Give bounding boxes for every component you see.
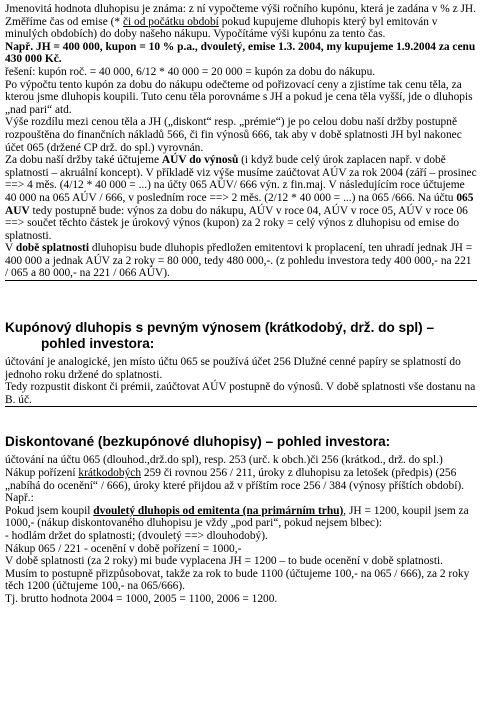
- section-heading-discount-bond: Diskontované (bezkupónové dluhopisy) – pohled investora:: [5, 434, 391, 450]
- discount-example-paragraph: [5, 505, 477, 530]
- auv-bold-account: 065 AUV: [5, 191, 474, 217]
- auv-bold-term: AÚV do výnosů: [161, 154, 239, 167]
- example-statement: Např. JH = 400 000, kupon = 10 % p.a., dvouletý, emise 1.3. 2004, my kupujeme 1.9.2004 za cenu 430 000 Kč.: [5, 40, 476, 66]
- auv-text-c: (i když bude celý úrok zaplacen např. v době splatnosti – akruální koncept). V příkladě viz výše musíme zaúčtovat AÚV za rok 2004 (září – prosinec ==> 4 měs. (4/12 * 40 000 = ...) na účty 065 AÚV/ 666 výn. z fin.maj. V následujícím roce účtujeme 40 000 na 065 AÚV / 666, v posledním roce ==> 2 měs. (2/12 * 40 000 = ...) na 065 /666. Na účtu: [5, 154, 477, 204]
- intro-text: Jmenovitá hodnota dluhopisu je známa: z ní vypočteme výši ročního kupónu, která je zadána v % z JH. Změříme čas od emise (*: [5, 3, 477, 28]
- discount-purchase-paragraph: [5, 467, 477, 492]
- document-page: [5, 3, 477, 606]
- example-label: Např.:: [5, 492, 34, 505]
- maturity-text-c: dluhopisu bude dluhopis předložen emitentovi k proplacení, ten uhradí jednak JH = 400 000 a jednak AÚV za 2 roky = 80 000, tedy 480 000,-. (z pohledu investora tedy 400 000,- na 221 / 065 a 80 000,- na 221 / 066 AÚV).: [5, 242, 473, 280]
- maturity-paragraph: [5, 242, 477, 281]
- maturity-text-a: V: [5, 242, 16, 255]
- hold-to-maturity-line: - hodlám držet do splatnosti; (dvouletý ==> dlouhodobý).: [5, 530, 268, 542]
- example-text-a: Pokud jsem koupil: [5, 504, 94, 517]
- example-text-c: , JH = 1200, koupil jsem za 1000,- (nákup diskontovaného dluhopisu je vždy „pod pari“, pokud nejsem blbec):: [5, 504, 469, 530]
- purchase-entry-line: Nákup 065 / 221 - ocenění v době pořízení = 1000,-: [5, 542, 242, 555]
- coupon-accounting-paragraph: účtování je analogické, jen místo účtu 065 se používá účet 256 Dlužné cenné papíry se splatností do jednoho roku držené do splatnosti.: [5, 356, 461, 381]
- coupon-heading-line1: Kupónový dluhopis s pevným výnosem (krátkodobý, drž. do spl) –: [5, 320, 435, 336]
- section-heading-coupon-bond: [5, 320, 477, 352]
- body-price-paragraph: Po výpočtu tento kupón za dobu do nákupu odečteme od pořizovací ceny a zjistíme tak cenu těla, za kterou jsme dluhopis koupili. Tuto cenu těla porovnáme s JH a pokud je cena těla vyšší, jde o dluhopis „nad pari“ atd.: [5, 78, 473, 116]
- coupon-summary-paragraph: Tedy rozpustit diskont či prémii, zaúčtovat AÚV postupně do výnosů. V době splatnosti vše dostanu na B. úč.: [5, 381, 476, 406]
- maturity-valuation-paragraph: V době splatnosti (za 2 roky) mi bude vyplacena JH = 1200 – to bude ocenění v době splatnosti. Musím to postupně přizpůsobovat, takže za rok to bude 1100 (účtujeme 100,- na 065 / 666), za 2 roky těch 1200 (účtujeme 100,- na 065/666).: [5, 555, 470, 593]
- intro-underlined-link: či od počátku období: [122, 15, 219, 28]
- purchase-text-c: 259 či rovnou 256 / 211, úroky z dluhopisu za letošek (předpis) (256 „nabíhá do ocenění“ / 666), úroky které přijdou až v příštím roce 256 / 384 (výnosy příštích období).: [5, 467, 464, 492]
- auv-text-a: Za dobu naší držby také účtujeme: [5, 154, 162, 167]
- intro-paragraph: [5, 3, 477, 41]
- discount-premium-paragraph: Výše rozdílu mezi cenou těla a JH („diskont“ resp. „prémie“) je po celou dobu naší držby postupně rozpouštěna do finančních nákladů 566, či fin výnosů 666, tak aby v době splatnosti JH byl nakonec účet 065 (držené CP drž. do spl.) vyrovnán.: [5, 116, 462, 154]
- discount-accounts-paragraph: účtování na účtu 065 (dlouhod.,drž.do spl), resp. 253 (urč. k obch.)či 256 (krátkod., drž. do spl.): [5, 454, 443, 467]
- example-bold-underlined: dvouletý dluhopis od emitenta (na primárním trhu): [93, 504, 344, 517]
- purchase-underlined-term: krátkodobých: [78, 467, 142, 480]
- coupon-heading-line2: pohled investora:: [41, 336, 155, 352]
- maturity-bold-term: době splatnosti: [15, 242, 89, 255]
- intro-tail: pokud kupujeme dluhopis který byl emitován v minulých obdobích) do doby našeho nákupu. Vypočítáme výši kupónu za tento čas.: [5, 15, 438, 41]
- gross-value-line: Tj. brutto hodnota 2004 = 1000, 2005 = 1100, 2006 = 1200.: [5, 592, 278, 605]
- solution-paragraph: řešení: kupón roč. = 40 000, 6/12 * 40 000 = 20 000 = kupón za dobu do nákupu.: [5, 65, 376, 78]
- auv-paragraph: [5, 154, 477, 242]
- purchase-text-a: Nákup pořízení: [5, 467, 79, 480]
- auv-text-e: tedy postupně bude: výnos za dobu do nákupu, AÚV v roce 04, AÚV v roce 05, AÚV v roce 06 ==> součet těchto částek je úrokový výnos (kupon) za 2 roky = celý výnos z dluhopisu od emise do splatnosti.: [5, 204, 468, 242]
